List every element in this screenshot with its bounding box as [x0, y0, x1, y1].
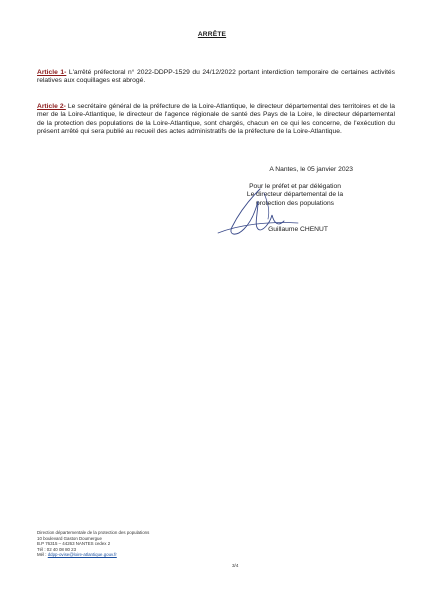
footer-line-5: Mél : ddpp-ovise@loire-atlantique.gouv.fr [37, 552, 117, 558]
footer-line-1: Direction départementale de la protection des populations [37, 530, 150, 535]
article-2-text: Le secrétaire général de la préfecture de la Loire-Atlantique, le directeur départemental des territoires et de la mer de la Loire-Atlantique, le directeur de l'agence régionale de santé des Pays de la Loire, le directeur départemental de la protection des populations de la Loire-Atlantique, sont chargés, chacun en ce qui les concerne, de l'exécution du présent arrêté qui sera publié au recueil des actes administratifs de la préfecture de la Loire-Atlantique. [37, 103, 395, 136]
page-number: 3/4 [232, 563, 239, 568]
signatory-name: Guillaume CHENUT [268, 226, 328, 233]
place-date: A Nantes, le 05 janvier 2023 [269, 166, 353, 173]
footer-line-3: B.P 76315 – 44263 NANTES cedex 2 [37, 541, 111, 547]
delegation-line-1: Pour le préfet et par délégation [249, 183, 341, 190]
footer-line-4: Tél : 02 40 08 80 23 [37, 546, 77, 552]
article-2 [37, 103, 395, 137]
footer-email-link[interactable]: ddpp-ovise@loire-atlantique.gouv.fr [47, 552, 117, 558]
document-title: ARRÊTE [197, 31, 227, 38]
handwritten-signature [198, 183, 308, 243]
article-1-text: L'arrêté préfectoral n° 2022-DDPP-1529 du 24/12/2022 portant interdiction temporaire de certaines activités relatives aux coquillages est abrogé. [37, 69, 395, 85]
footer-address [37, 530, 149, 558]
article-2-label: Article 2- [37, 103, 66, 110]
footer-line-2: 10 boulevard Gaston Doumergue [37, 535, 102, 541]
delegation-line-2: Le directeur départemental de la [246, 191, 344, 199]
article-1 [37, 69, 395, 86]
delegation-line-3: protection des populations [255, 199, 335, 207]
article-1-label: Article 1- [37, 69, 67, 76]
